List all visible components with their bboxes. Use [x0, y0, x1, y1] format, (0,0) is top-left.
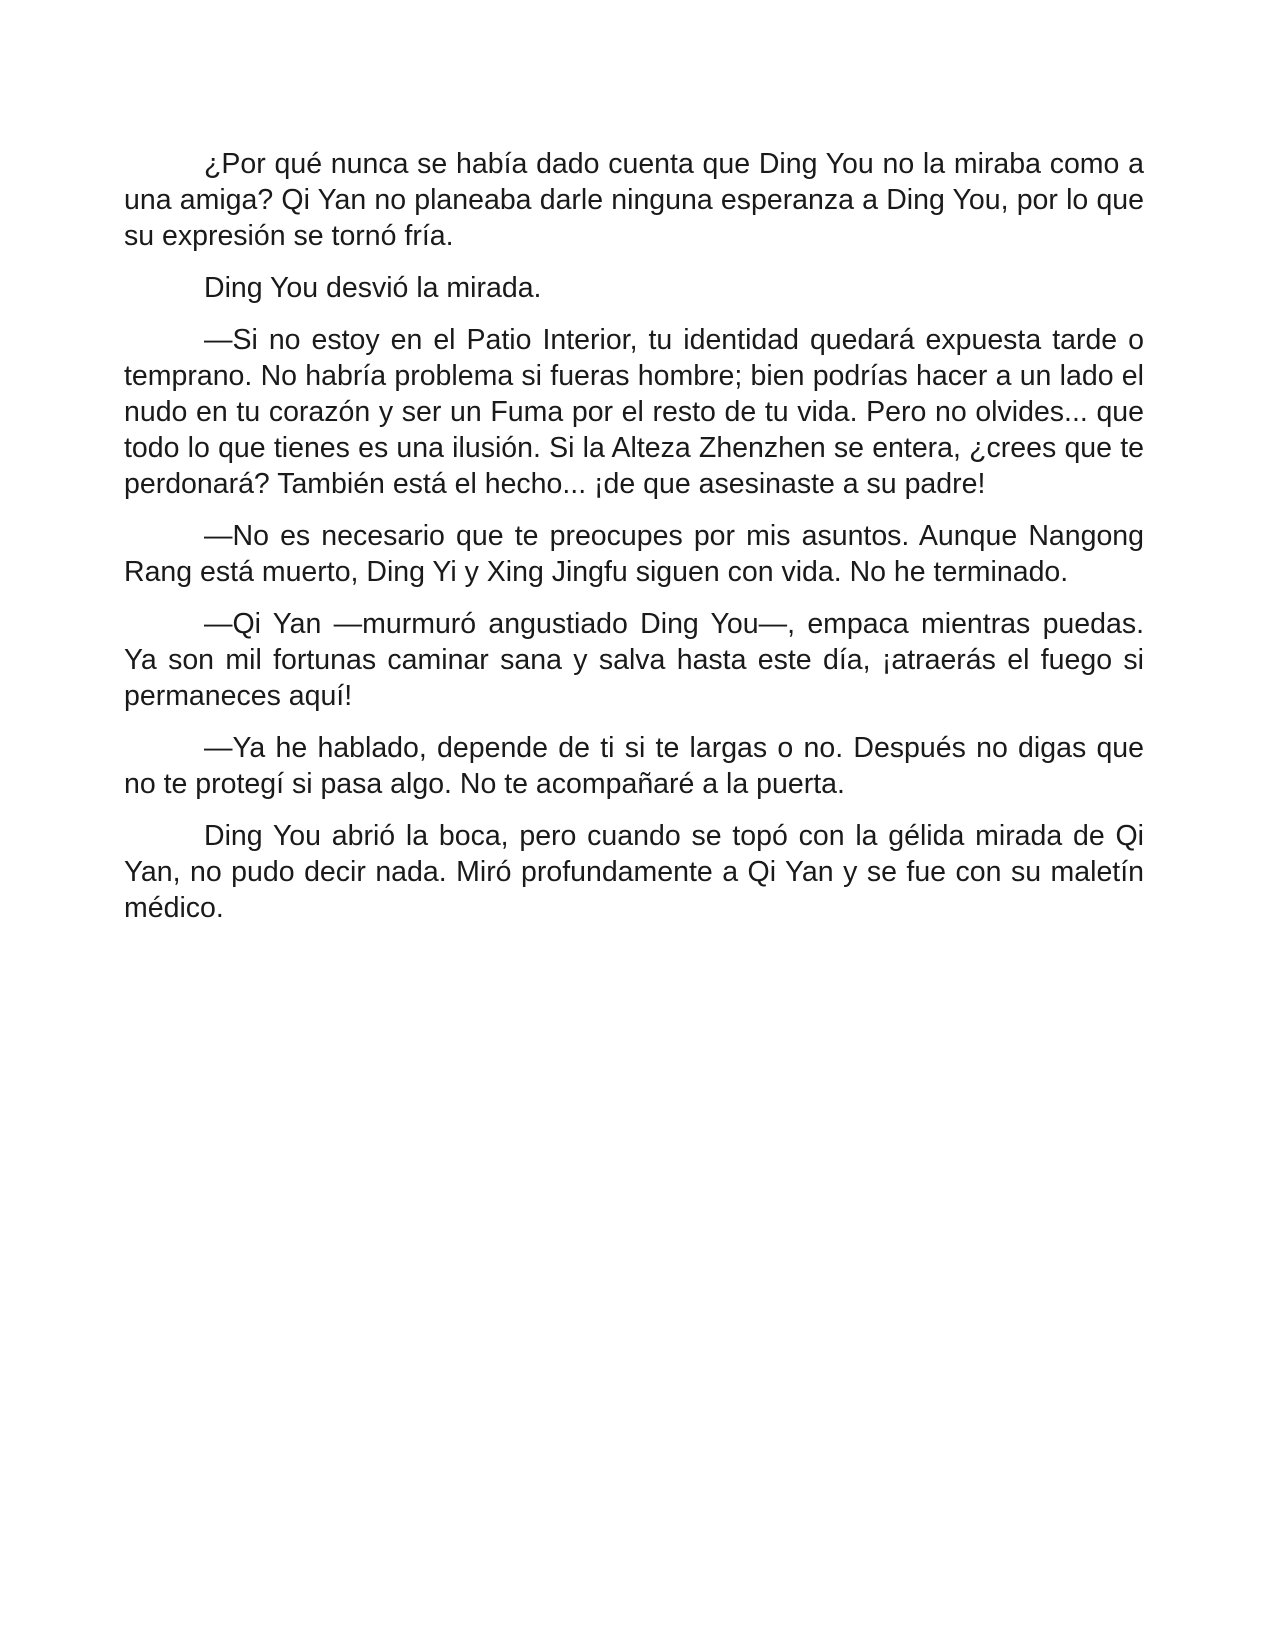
paragraph: ¿Por qué nunca se había dado cuenta que Ding You no la miraba como a una amiga? Qi Yan no planeaba darle ninguna esperanza a Ding You, por lo que su expresión se tornó fría.	[124, 148, 1144, 252]
paragraph: —Ya he hablado, depende de ti si te largas o no. Después no digas que no te protegí si pasa algo. No te acompañaré a la puerta.	[124, 732, 1144, 800]
paragraph: —Si no estoy en el Patio Interior, tu identidad quedará expuesta tarde o temprano. No habría problema si fueras hombre; bien podrías hacer a un lado el nudo en tu corazón y ser un Fuma por el resto de tu vida. Pero no olvides... que todo lo que tienes es una ilusión. Si la Alteza Zhenzhen se entera, ¿crees que te perdonará? También está el hecho... ¡de que asesinaste a su padre!	[124, 324, 1144, 500]
paragraph: —No es necesario que te preocupes por mis asuntos. Aunque Nangong Rang está muerto, Ding Yi y Xing Jingfu siguen con vida. No he terminado.	[124, 520, 1144, 588]
paragraph: —Qi Yan —murmuró angustiado Ding You—, empaca mientras puedas. Ya son mil fortunas caminar sana y salva hasta este día, ¡atraerás el fuego si permaneces aquí!	[124, 608, 1144, 712]
document-body	[124, 146, 1144, 942]
paragraph: Ding You abrió la boca, pero cuando se topó con la gélida mirada de Qi Yan, no pudo decir nada. Miró profundamente a Qi Yan y se fue con su maletín médico.	[124, 820, 1144, 924]
paragraph: Ding You desvió la mirada.	[204, 272, 542, 304]
